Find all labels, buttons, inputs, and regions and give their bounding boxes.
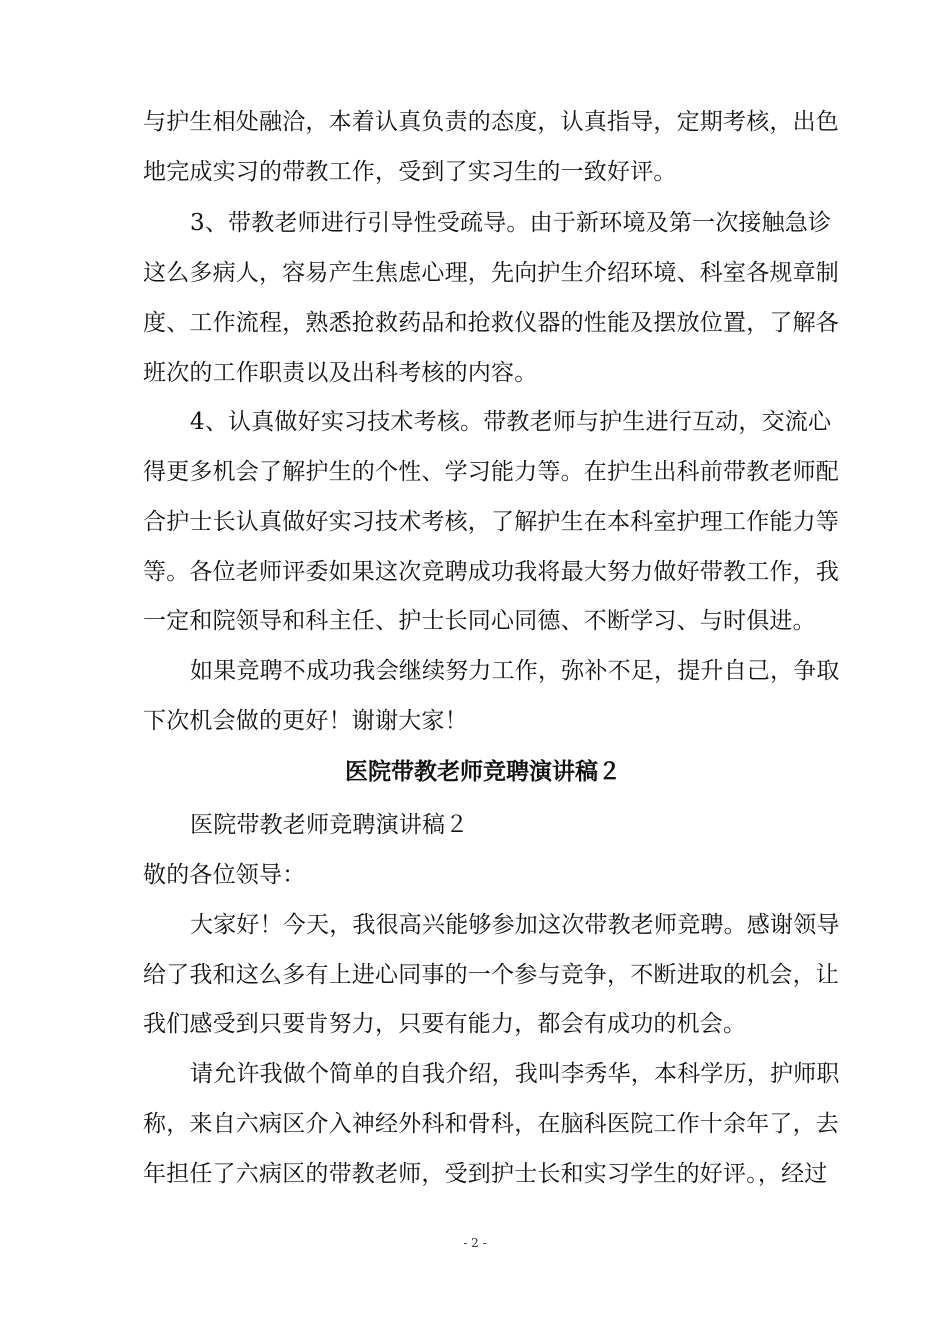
text-line: 称，来自六病区介入神经外科和骨科，在脑科医院工作十余年了，去: [143, 1111, 839, 1137]
closing-paragraph-first-line: 如果竞聘不成功我会继续努力工作，弥补不足，提升自己，争取: [190, 658, 840, 684]
text-line: 与护生相处融洽，本着认真负责的态度，认真指导，定期考核，出色: [143, 109, 839, 135]
text-line: 得更多机会了解护生的个性、学习能力等。在护生出科前带教老师配: [143, 459, 839, 485]
text-line: 给了我和这么多有上进心同事的一个参与竞争，不断进取的机会，让: [143, 962, 839, 988]
text-line: 年担任了六病区的带教老师，受到护士长和实习学生的好评。，经过: [143, 1161, 828, 1187]
text-line: 地完成实习的带教工作，受到了实习生的一致好评。: [143, 159, 677, 185]
text-line: 我们感受到只要肯努力，只要有能力，都会有成功的机会。: [143, 1011, 747, 1037]
text-line: 这么多病人，容易产生焦虑心理，先向护生介绍环境、科室各规章制: [143, 260, 839, 286]
text-line: 班次的工作职责以及出科考核的内容。: [143, 360, 538, 386]
text-line: 度、工作流程，熟悉抢救药品和抢救仪器的性能及摆放位置，了解各: [143, 310, 839, 336]
text-line: 一定和院领导和科主任、护士长同心同德、不断学习、与时俱进。: [143, 608, 816, 634]
greeting-paragraph-first-line: 大家好！今天，我很高兴能够参加这次带教老师竞聘。感谢领导: [190, 912, 840, 938]
salutation: 敬的各位领导：: [143, 862, 306, 888]
paragraph-3-first-line: 3、带教老师进行引导性受疏导。由于新环境及第一次接触急诊: [190, 210, 832, 236]
text-line: 等。各位老师评委如果这次竞聘成功我将最大努力做好带教工作，我: [143, 559, 839, 585]
page-number: - 2 -: [463, 1236, 487, 1250]
text-line: 下次机会做的更好！谢谢大家！: [143, 708, 468, 734]
text-line: 合护士长认真做好实习技术考核，了解护生在本科室护理工作能力等: [143, 509, 839, 535]
paragraph-4-first-line: 4、认真做好实习技术考核。带教老师与护生进行互动，交流心: [190, 409, 832, 435]
introduction-paragraph-first-line: 请允许我做个简单的自我介绍，我叫李秀华，本科学历，护师职: [190, 1061, 840, 1087]
repeated-title-line: 医院带教老师竞聘演讲稿２: [190, 812, 469, 838]
section-heading: 医院带教老师竞聘演讲稿２: [345, 758, 621, 785]
